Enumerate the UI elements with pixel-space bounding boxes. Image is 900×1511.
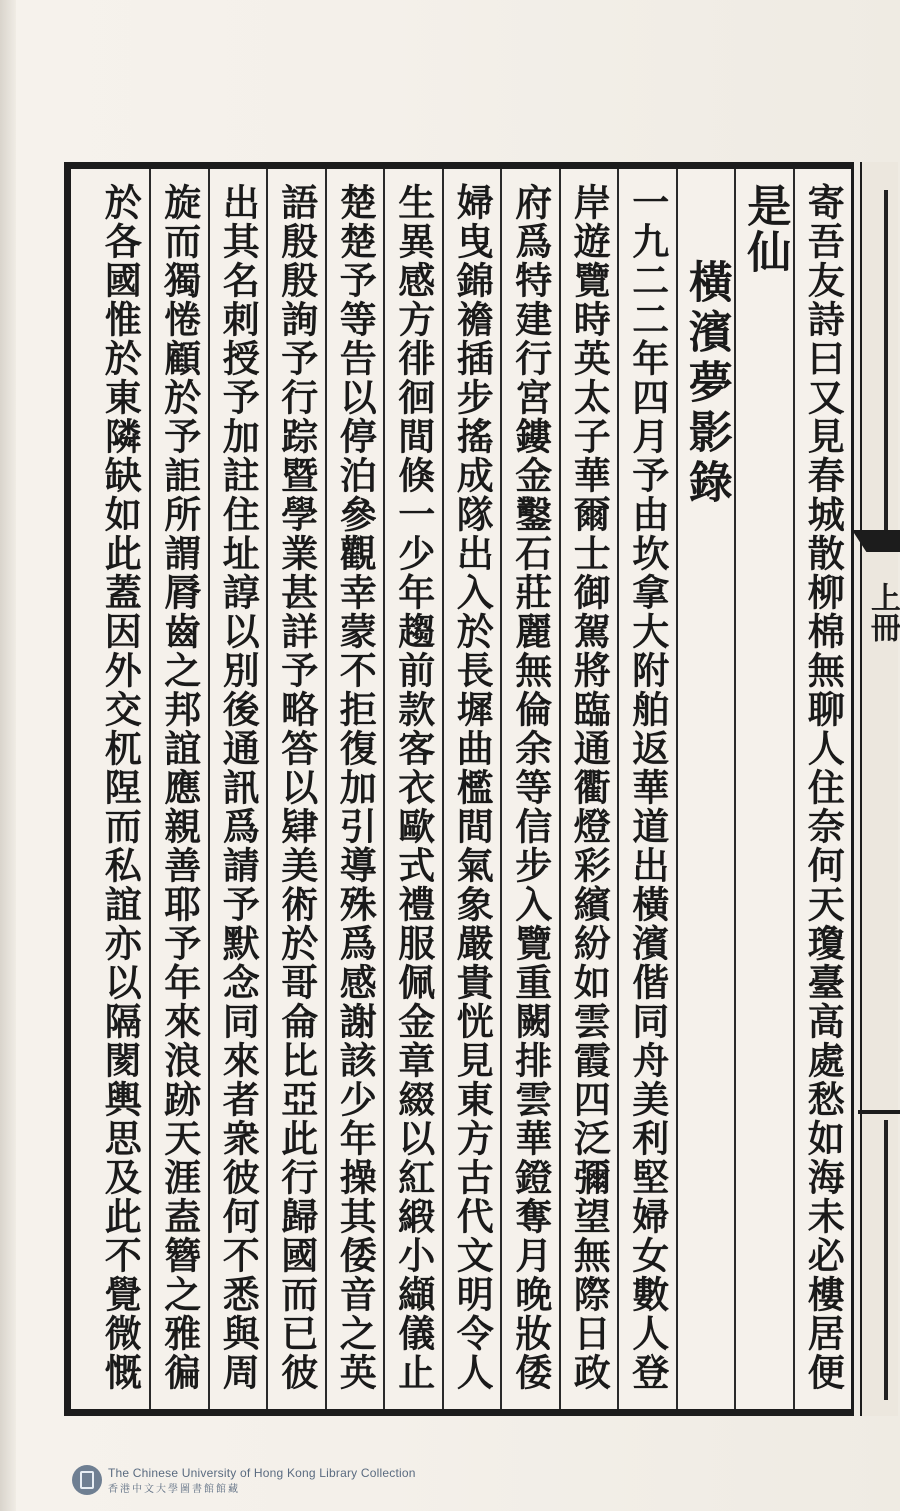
library-logo-icon bbox=[72, 1465, 102, 1495]
binding-shadow bbox=[0, 0, 16, 1511]
text-column bbox=[617, 169, 676, 1409]
text-column bbox=[91, 169, 150, 1409]
column-text: 婦曳錦襜插步搖成隊出入於長墀曲檻間氣象嚴貴恍見東方古代文明令人 bbox=[450, 183, 495, 1392]
chapter-title: 橫濱夢影錄 bbox=[680, 259, 732, 509]
column-text: 旋而獨惓顧於予詎所謂脣齒之邦誼應親善耶予年來浪跡天涯盍簪之雅徧 bbox=[157, 183, 202, 1392]
text-frame bbox=[64, 162, 854, 1416]
column-text: 楚楚予等告以停泊參觀幸蒙不拒復加引導殊爲感謝該少年操其倭音之英 bbox=[333, 183, 378, 1392]
column-text: 語殷殷詢予行踪暨學業甚詳予略答以肄美術於哥侖比亞此行歸國而已彼 bbox=[274, 183, 319, 1392]
adjacent-page-edge bbox=[860, 162, 898, 1416]
collection-footer bbox=[72, 1460, 416, 1500]
text-column bbox=[793, 169, 852, 1409]
collection-credit-en: The Chinese University of Hong Kong Library Collection bbox=[108, 1465, 416, 1480]
text-column bbox=[383, 169, 442, 1409]
text-column bbox=[149, 169, 208, 1409]
text-columns bbox=[71, 169, 851, 1409]
text-column bbox=[500, 169, 559, 1409]
text-column bbox=[734, 169, 793, 1409]
column-text: 於各國惟於東隣缺如此蓋因外交杌陧而私誼亦以隔閡輿思及此不覺微慨 bbox=[98, 183, 143, 1392]
column-text: 是仙 bbox=[739, 183, 791, 275]
text-column bbox=[559, 169, 618, 1409]
column-text: 岸遊覽時英太子華爾士御駕將臨通衢燈彩繽紛如雲霞四泛彌望無際日政 bbox=[567, 183, 612, 1392]
column-text: 府爲特建行宮鏤金鑿石莊麗無倫余等信步入覽重闕排雲華鐙奪月晚妝倭 bbox=[508, 183, 553, 1392]
volume-label: 上冊 bbox=[865, 582, 900, 642]
column-text: 一九二二年四月予由坎拿大附舶返華道出橫濱偕同舟美利堅婦女數人登 bbox=[625, 183, 670, 1392]
column-text: 寄吾友詩曰又見春城散柳棉無聊人住奈何天瓊臺高處愁如海未必樓居便 bbox=[801, 183, 846, 1392]
text-column bbox=[676, 169, 735, 1409]
edge-rule bbox=[884, 190, 888, 530]
collection-credit-zh: 香港中文大學圖書館館藏 bbox=[108, 1483, 240, 1495]
column-text: 出其名刺授予加註住址諄以別後通訊爲請予默念同來者衆彼何不悉與周 bbox=[216, 183, 261, 1392]
text-column bbox=[442, 169, 501, 1409]
column-text: 生異感方徘徊間倏一少年趨前款客衣歐式禮服佩金章綴以紅緞小纈儀止 bbox=[391, 183, 436, 1392]
text-column bbox=[208, 169, 267, 1409]
text-column bbox=[266, 169, 325, 1409]
edge-rule bbox=[858, 1110, 900, 1114]
edge-rule bbox=[884, 1120, 888, 1400]
text-column bbox=[325, 169, 384, 1409]
collection-credit bbox=[108, 1466, 416, 1495]
